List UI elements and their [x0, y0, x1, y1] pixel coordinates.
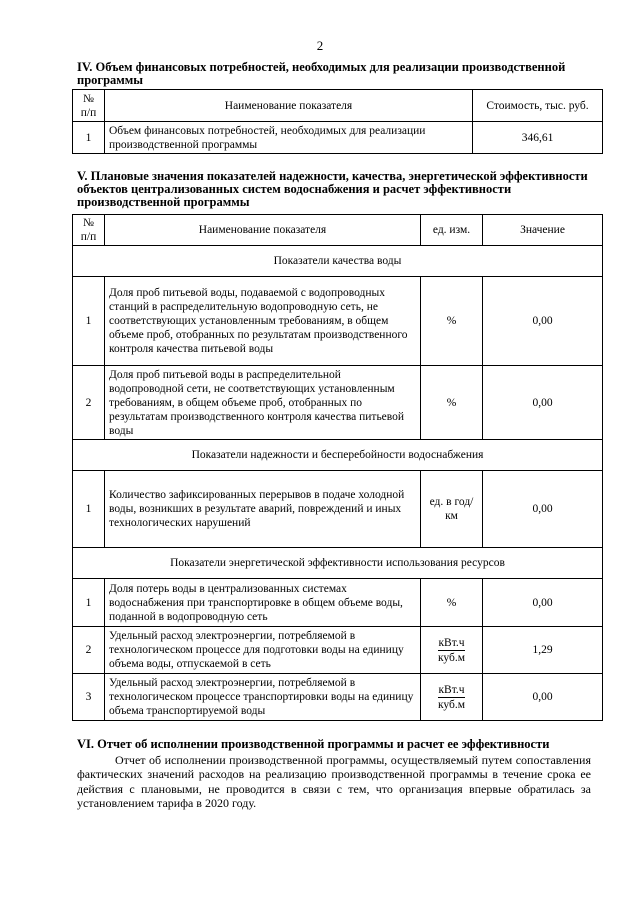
indicators-table	[72, 214, 603, 721]
financial-needs-table	[72, 89, 603, 154]
row-name: Удельный расход электроэнергии, потребляемой в технологическом процессе транспортировки воды на единицу объема транспортируемой воды	[105, 674, 421, 721]
section-5-title: V. Плановые значения показателей надежности, качества, энергетической эффективности объектов централизованных систем водоснабжения и расчет эффективности производственной программы	[77, 169, 588, 209]
row-unit: %	[421, 366, 483, 440]
header-num: № п/п	[73, 215, 105, 246]
row-unit: %	[421, 579, 483, 627]
row-unit: ед. в год/ км	[421, 471, 483, 548]
row-num: 1	[73, 579, 105, 627]
row-num: 1	[73, 122, 105, 154]
unit-numerator: кВт.ч	[438, 683, 465, 696]
header-name: Наименование показателя	[105, 215, 421, 246]
unit-numerator: кВт.ч	[438, 636, 465, 649]
header-name: Наименование показателя	[105, 90, 473, 122]
row-value: 0,00	[483, 366, 603, 440]
header-value: Значение	[483, 215, 603, 246]
row-num: 2	[73, 366, 105, 440]
row-name: Объем финансовых потребностей, необходимых для реализации производственной программы	[105, 122, 473, 154]
group-title-energy: Показатели энергетической эффективности использования ресурсов	[73, 548, 603, 579]
group-title-reliability: Показатели надежности и бесперебойности водоснабжения	[73, 440, 603, 471]
unit-denominator: куб.м	[437, 698, 466, 711]
row-name: Доля потерь воды в централизованных системах водоснабжения при транспортировке в общем объеме воды, поданной в водопроводную сеть	[105, 579, 421, 627]
row-num: 1	[73, 277, 105, 366]
header-num: № п/п	[73, 90, 105, 122]
row-unit	[421, 674, 483, 721]
row-name: Доля проб питьевой воды, подаваемой с водопроводных станций в распределительную водопроводную сеть, не соответствующих установленным требованиям, в общем объеме проб, отобранных по результатам производственного контроля качества питьевой воды	[105, 277, 421, 366]
row-name: Доля проб питьевой воды в распределительной водопроводной сети, не соответствующих установленным требованиям, в общем объеме проб, отобранных по результатам производственного контроля качества питьевой воды	[105, 366, 421, 440]
page-number: 2	[316, 38, 324, 53]
row-name: Количество зафиксированных перерывов в подаче холодной воды, возникших в результате аварий, повреждений и иных технологических нарушений	[105, 471, 421, 548]
row-value: 1,29	[483, 627, 603, 674]
section-4-title: IV. Объем финансовых потребностей, необходимых для реализации производственной программы	[77, 60, 566, 87]
row-name: Удельный расход электроэнергии, потребляемой в технологическом процессе для подготовки воды на единицу объема воды, отпускаемой в сеть	[105, 627, 421, 674]
row-value: 0,00	[483, 277, 603, 366]
row-cost: 346,61	[473, 122, 603, 154]
section-6-text: Отчет об исполнении производственной программы, осуществляемый путем сопоставления фактических значений расходов на реализацию производственной программы в течение срока ее действия с плановыми, не проводится в связи с тем, что организация впервые обратилась за установлением тарифа в 2020 году.	[77, 753, 591, 810]
row-value: 0,00	[483, 471, 603, 548]
header-unit: ед. изм.	[421, 215, 483, 246]
row-num: 2	[73, 627, 105, 674]
row-num: 1	[73, 471, 105, 548]
row-unit: %	[421, 277, 483, 366]
group-title-quality: Показатели качества воды	[73, 246, 603, 277]
section-6-title: VI. Отчет об исполнении производственной программы и расчет ее эффективности	[77, 737, 550, 751]
header-cost: Стоимость, тыс. руб.	[473, 90, 603, 122]
row-num: 3	[73, 674, 105, 721]
unit-denominator: куб.м	[437, 651, 466, 664]
row-value: 0,00	[483, 579, 603, 627]
row-value: 0,00	[483, 674, 603, 721]
row-unit	[421, 627, 483, 674]
